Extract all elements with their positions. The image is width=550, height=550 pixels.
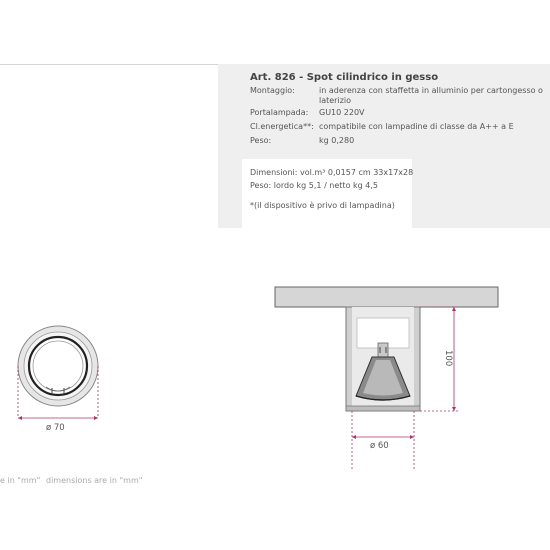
side-diameter-label: ø 60 bbox=[370, 441, 389, 451]
side-view bbox=[275, 287, 498, 411]
front-diameter-label: ø 70 bbox=[46, 423, 65, 433]
spec-value-peso: kg 0,280 bbox=[319, 136, 355, 145]
front-view bbox=[18, 326, 98, 406]
footnote: *(il dispositivo è privo di lampadina) bbox=[250, 201, 395, 210]
spec-label-energetica: Cl.energetica**: bbox=[250, 122, 314, 131]
spec-value-montaggio: in aderenza con staffetta in alluminio per cartongesso o bbox=[319, 86, 543, 95]
spec-value-portalampada: GU10 220V bbox=[319, 108, 365, 117]
spec-label-montaggio: Montaggio: bbox=[250, 86, 295, 95]
packaging-dimensions: Dimensioni: vol.m³ 0,0157 cm 33x17x28 bbox=[250, 168, 414, 177]
spec-label-portalampada: Portalampada: bbox=[250, 108, 309, 117]
spec-value-energetica: compatibile con lampadine di classe da A++ a E bbox=[319, 122, 514, 131]
spec-label-peso: Peso: bbox=[250, 136, 272, 145]
height-label: 100 bbox=[443, 350, 453, 367]
spec-value-montaggio-cont: laterizio bbox=[319, 96, 352, 105]
product-title: Art. 826 - Spot cilindrico in gesso bbox=[250, 72, 439, 83]
footer-units-left: e in "mm" bbox=[0, 476, 41, 485]
footer-units-right: dimensions are in "mm" bbox=[46, 476, 143, 485]
packaging-weight: Peso: lordo kg 5,1 / netto kg 4,5 bbox=[250, 181, 378, 190]
